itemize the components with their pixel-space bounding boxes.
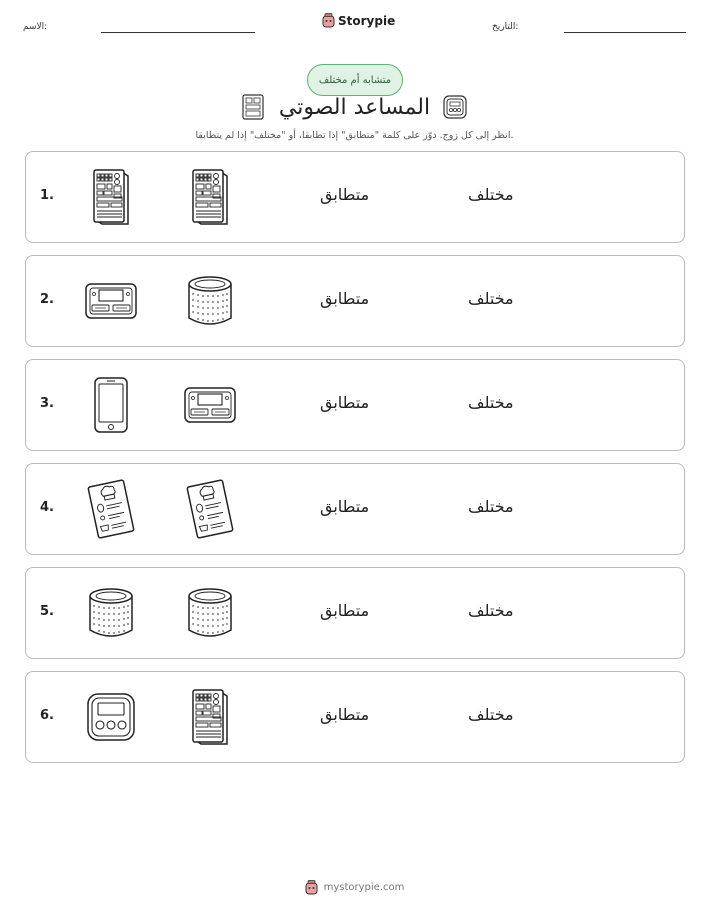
timer-title-icon [442, 93, 468, 121]
row-number: 4. [40, 500, 54, 515]
footer [0, 880, 709, 895]
different-option[interactable]: مختلف [468, 705, 514, 724]
exercise-row-5 [25, 567, 685, 659]
exercise-row-2 [25, 255, 685, 347]
name-label: الاسم: [23, 22, 48, 32]
instructions: انظر إلى كل زوج. دوّر على كلمة "متطابق" إذا تطابقا، أو "مختلف" إذا لم يتطابقا. [195, 130, 514, 141]
exercise-row-1 [25, 151, 685, 243]
same-option[interactable]: متطابق [320, 705, 370, 724]
exercise-row-3 [25, 359, 685, 451]
smart-speaker-icon [179, 270, 241, 332]
page-title: المساعد الصوتي [278, 95, 431, 120]
same-option[interactable]: متطابق [320, 393, 370, 412]
category-badge: متشابه أم مختلف [307, 64, 403, 96]
storypie-mascot-icon [322, 13, 335, 28]
same-option[interactable]: متطابق [320, 497, 370, 516]
display-device-icon [80, 270, 142, 332]
row-number: 1. [40, 188, 54, 203]
row-number: 5. [40, 604, 54, 619]
footer-url: mystorypie.com [323, 882, 405, 893]
worksheet-header [0, 0, 709, 50]
brand-logo [322, 13, 395, 28]
different-option[interactable]: مختلف [468, 497, 514, 516]
smart-panel-icon [179, 166, 241, 228]
same-option[interactable]: متطابق [320, 601, 370, 620]
same-option[interactable]: متطابق [320, 185, 370, 204]
different-option[interactable]: مختلف [468, 601, 514, 620]
smart-speaker-icon [80, 582, 142, 644]
storypie-mascot-icon [305, 880, 318, 895]
row-number: 3. [40, 396, 54, 411]
row-number: 2. [40, 292, 54, 307]
smart-speaker-icon [179, 582, 241, 644]
smart-panel-title-icon [240, 93, 266, 121]
smartphone-icon [80, 374, 142, 436]
same-option[interactable]: متطابق [320, 289, 370, 308]
title-row [0, 90, 709, 126]
exercise-row-4 [25, 463, 685, 555]
recipe-card-icon [80, 478, 142, 540]
row-number: 6. [40, 708, 54, 723]
recipe-card-icon [179, 478, 241, 540]
name-line [101, 32, 255, 33]
smart-panel-icon [179, 686, 241, 748]
brand-name: Storypie [338, 13, 396, 28]
different-option[interactable]: مختلف [468, 393, 514, 412]
different-option[interactable]: مختلف [468, 289, 514, 308]
display-device-icon [179, 374, 241, 436]
date-line [564, 32, 686, 33]
smart-panel-icon [80, 166, 142, 228]
different-option[interactable]: مختلف [468, 185, 514, 204]
date-label: التاريخ: [492, 22, 519, 32]
exercise-row-6 [25, 671, 685, 763]
kitchen-timer-icon [80, 686, 142, 748]
